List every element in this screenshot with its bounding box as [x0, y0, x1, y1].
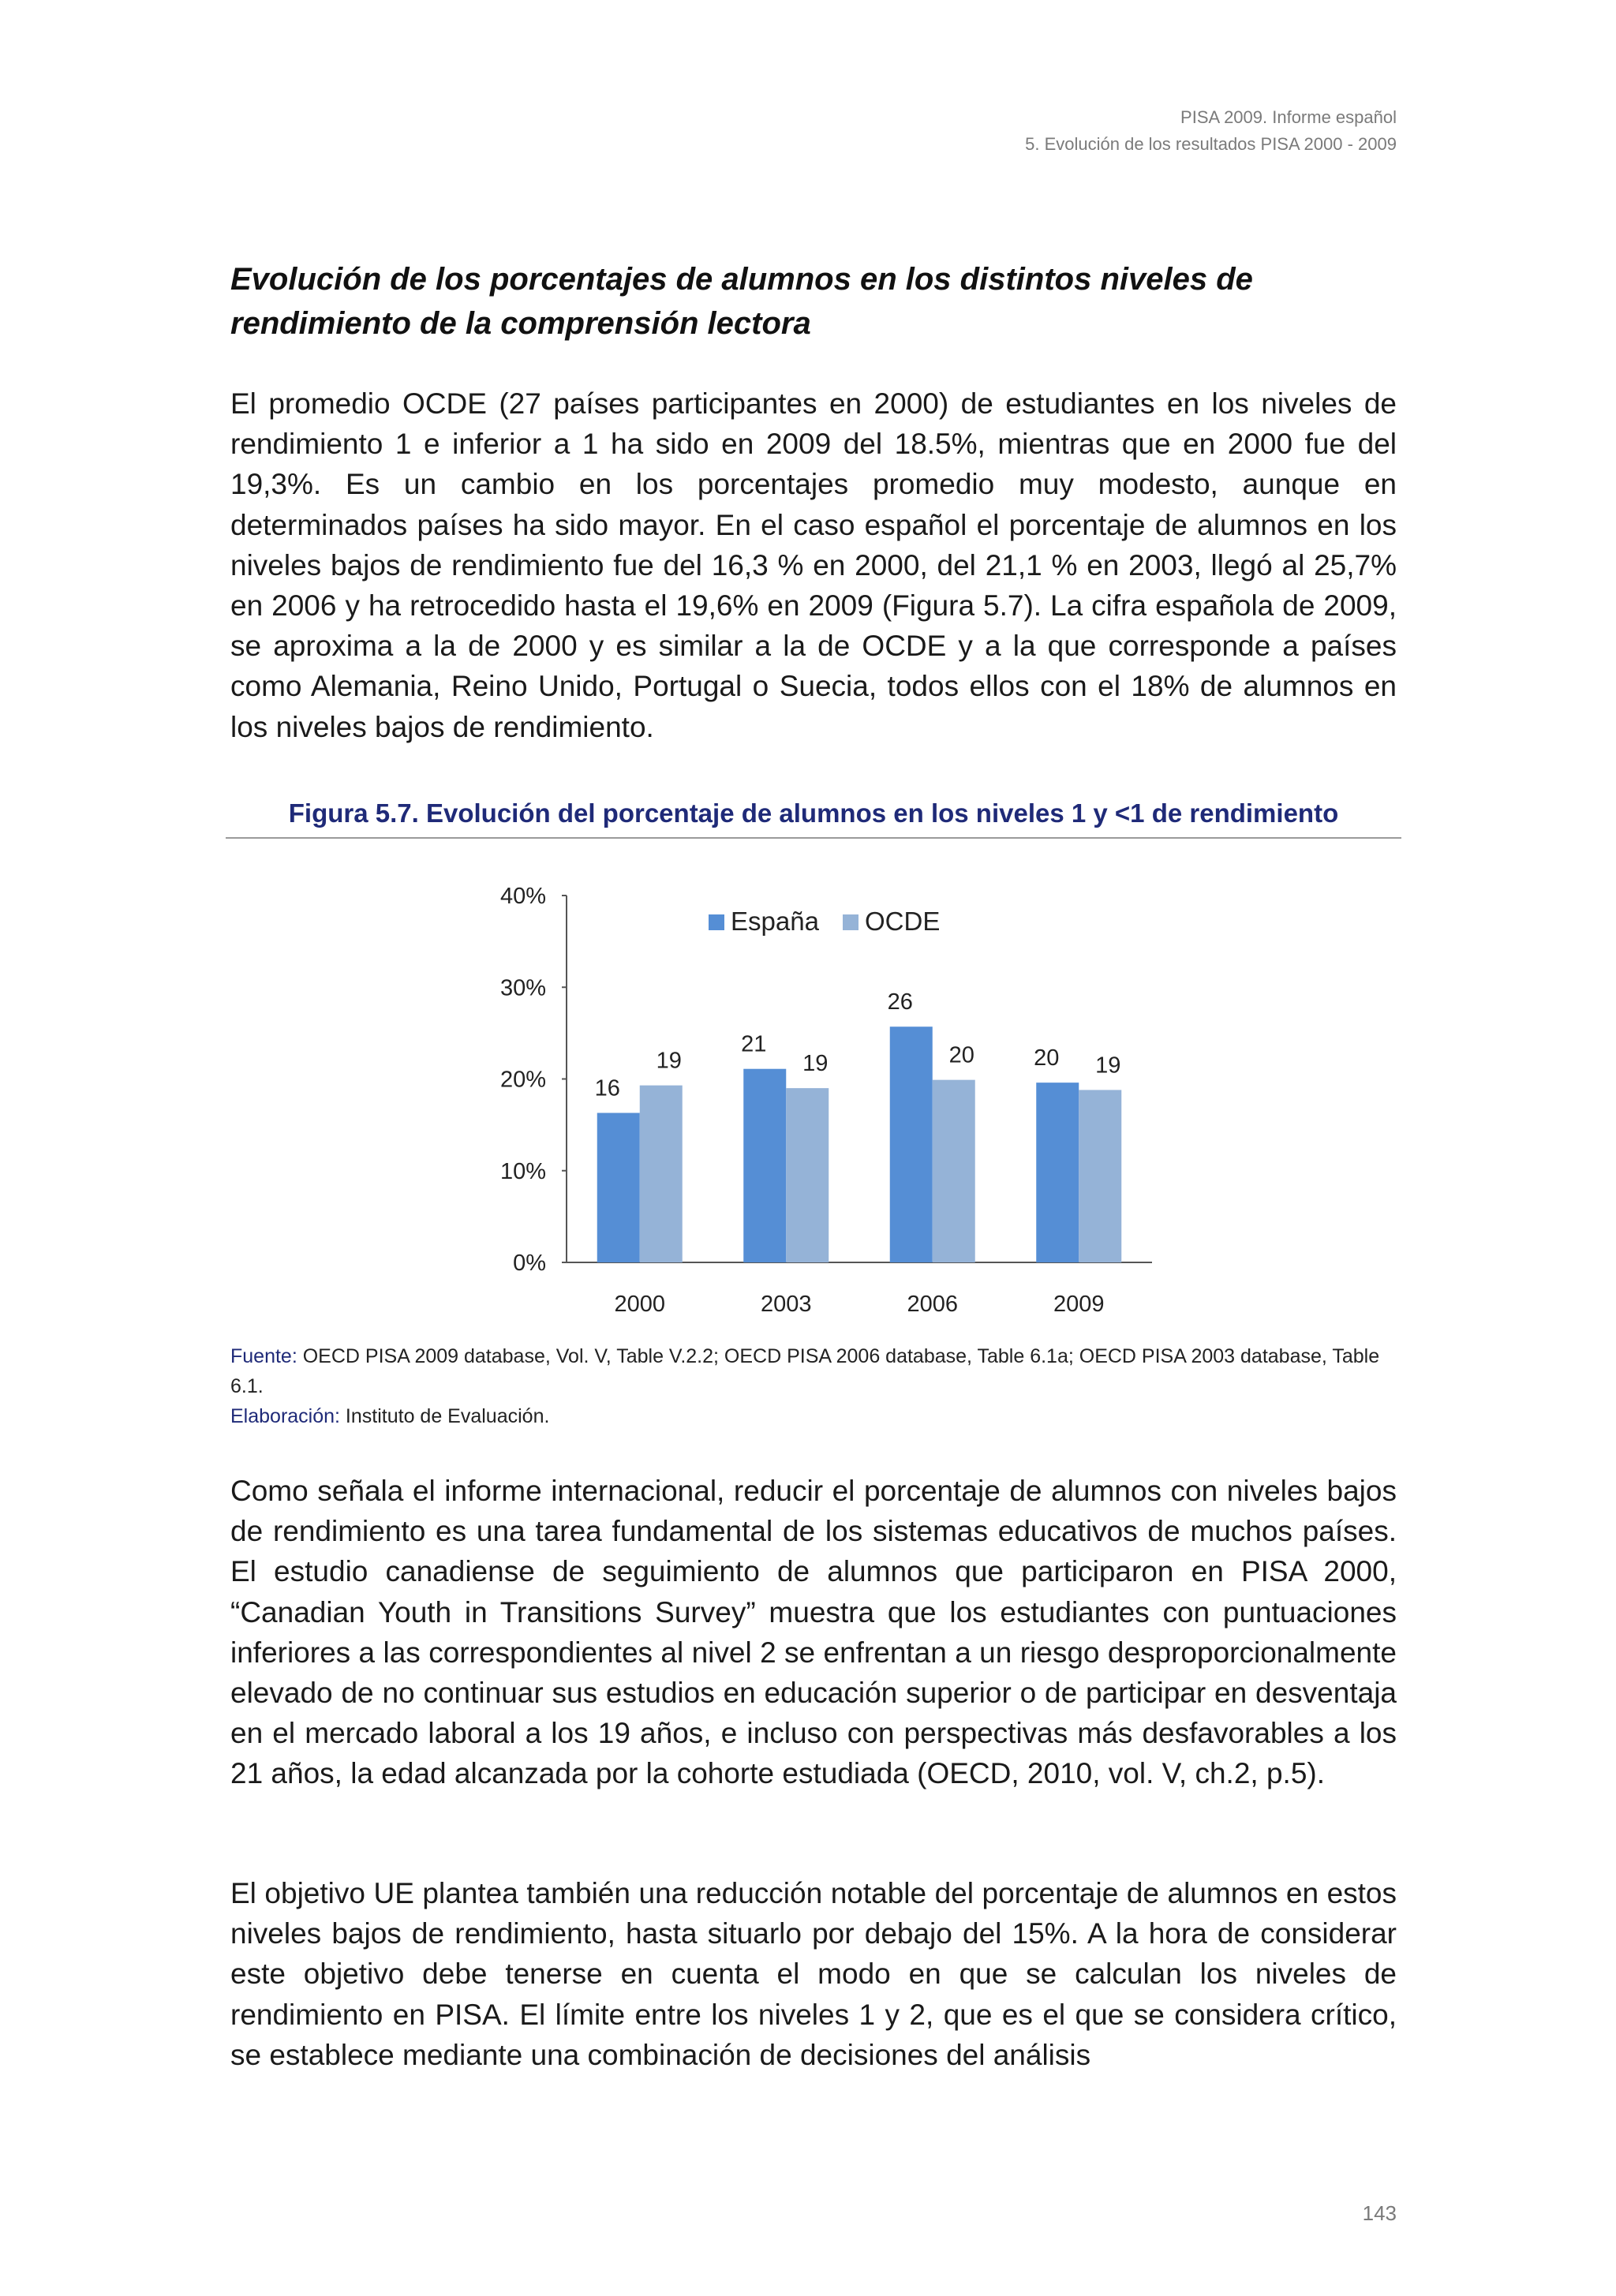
- x-tick-label: 2003: [760, 1292, 812, 1317]
- data-label: 21: [741, 1031, 767, 1057]
- body-paragraph-1: El promedio OCDE (27 países participantes en 2000) de estudiantes en los niveles de rendimiento 1 e inferior a 1 ha sido en 2009 del 18.5%, mientras que en 2000 fue del 19,3%. Es un cambio en los porcentajes promedio muy modesto, aunque en determinados países ha sido mayor. En el caso español el porcentaje de alumnos en los niveles bajos de rendimiento fue del 16,3 % en 2000, del 21,1 % en 2003, llegó al 25,7% en 2006 y ha retrocedido hasta el 19,6% en 2009 (Figura 5.7). La cifra española de 2009, se aproxima a la de 2000 y es similar a la de OCDE y a la que corresponde a países como Alemania, Reino Unido, Portugal o Suecia, todos ellos con el 18% de alumnos en los niveles bajos de rendimiento.: [230, 387, 1397, 743]
- data-label: 19: [1095, 1053, 1121, 1079]
- source-label: Fuente:: [230, 1345, 297, 1367]
- header-line-2: 5. Evolución de los resultados PISA 2000 - 2009: [1025, 134, 1397, 154]
- y-tick-label: 10%: [499, 1158, 546, 1184]
- bar-chart: [473, 864, 1184, 1337]
- legend-label: España: [731, 907, 819, 936]
- x-tick-label: 2000: [614, 1292, 666, 1317]
- body-paragraph-2: Como señala el informe internacional, reducir el porcentaje de alumnos con niveles bajos de rendimiento es una tarea fundamental de los sistemas educativos de muchos países. El estudio canadiense de seguimiento de alumnos que participaron en PISA 2000, “Canadian Youth in Transitions Survey” muestra que los estudiantes con puntuaciones inferiores a las correspondientes al nivel 2 se enfrentan a un riesgo desproporcionalmente elevado de no continuar sus estudios en educación superior o de participar en desventaja en el mercado laboral a los 19 años, e incluso con perspectivas más desfavorables a los 21 años, la edad alcanzada por la cohorte estudiada (OECD, 2010, vol. V, ch.2, p.5).: [230, 1475, 1397, 1790]
- y-tick-label: 30%: [499, 975, 546, 1001]
- chart-svg: [473, 864, 1184, 1337]
- x-tick-label: 2009: [1053, 1292, 1105, 1317]
- data-label: 20: [948, 1042, 974, 1068]
- section-title-line-2: rendimiento de la comprensión lectora: [230, 306, 811, 341]
- bar-ocde-2006: [933, 1080, 975, 1262]
- bar-espa-a-2006: [890, 1026, 933, 1262]
- elaboration-label: Elaboración:: [230, 1405, 340, 1427]
- bar-ocde-2003: [786, 1088, 829, 1262]
- legend-label: OCDE: [865, 907, 941, 936]
- legend-swatch-espa-a: [709, 914, 724, 930]
- bar-espa-a-2003: [743, 1069, 786, 1262]
- y-tick-label: 40%: [499, 884, 546, 909]
- y-tick-label: 20%: [499, 1067, 546, 1093]
- bar-espa-a-2009: [1036, 1083, 1079, 1262]
- figure-divider: [226, 837, 1401, 839]
- bar-ocde-2000: [640, 1086, 683, 1262]
- header-line-1: PISA 2009. Informe español: [1180, 107, 1397, 127]
- elaboration-line: [230, 1401, 1398, 1431]
- section-title: [230, 257, 1398, 346]
- figure-source: [230, 1341, 1398, 1431]
- elaboration-text: Instituto de Evaluación.: [339, 1405, 550, 1427]
- data-label: 19: [802, 1051, 829, 1077]
- running-header: [1025, 104, 1397, 158]
- source-line: [230, 1341, 1398, 1401]
- data-label: 26: [887, 989, 913, 1015]
- source-text: OECD PISA 2009 database, Vol. V, Table V.2.2; OECD PISA 2006 database, Table 6.1a; OECD PISA 2003 database, Table 6.1.: [230, 1345, 1380, 1397]
- figure-title: Figura 5.7. Evolución del porcentaje de alumnos en los niveles 1 y <1 de rendimiento: [288, 798, 1339, 828]
- bar-ocde-2009: [1079, 1090, 1121, 1262]
- legend-swatch-ocde: [843, 914, 858, 930]
- page-number: 143: [1362, 2201, 1397, 2225]
- data-label: 19: [656, 1048, 682, 1074]
- body-paragraph-3: El objetivo UE plantea también una reducción notable del porcentaje de alumnos en estos niveles bajos de rendimiento, hasta situarlo por debajo del 15%. A la hora de considerar este objetivo debe tenerse en cuenta el modo en que se calculan los niveles de rendimiento en PISA. El límite entre los niveles 1 y 2, que es el que se considera crítico, se establece mediante una combinación de decisiones del análisis: [230, 1877, 1397, 2071]
- y-tick-label: 0%: [513, 1251, 546, 1276]
- section-title-line-1: Evolución de los porcentajes de alumnos en los distintos niveles de: [230, 262, 1253, 297]
- x-tick-label: 2006: [907, 1292, 959, 1317]
- data-label: 16: [594, 1075, 620, 1101]
- bar-espa-a-2000: [597, 1113, 640, 1262]
- data-label: 20: [1034, 1045, 1060, 1071]
